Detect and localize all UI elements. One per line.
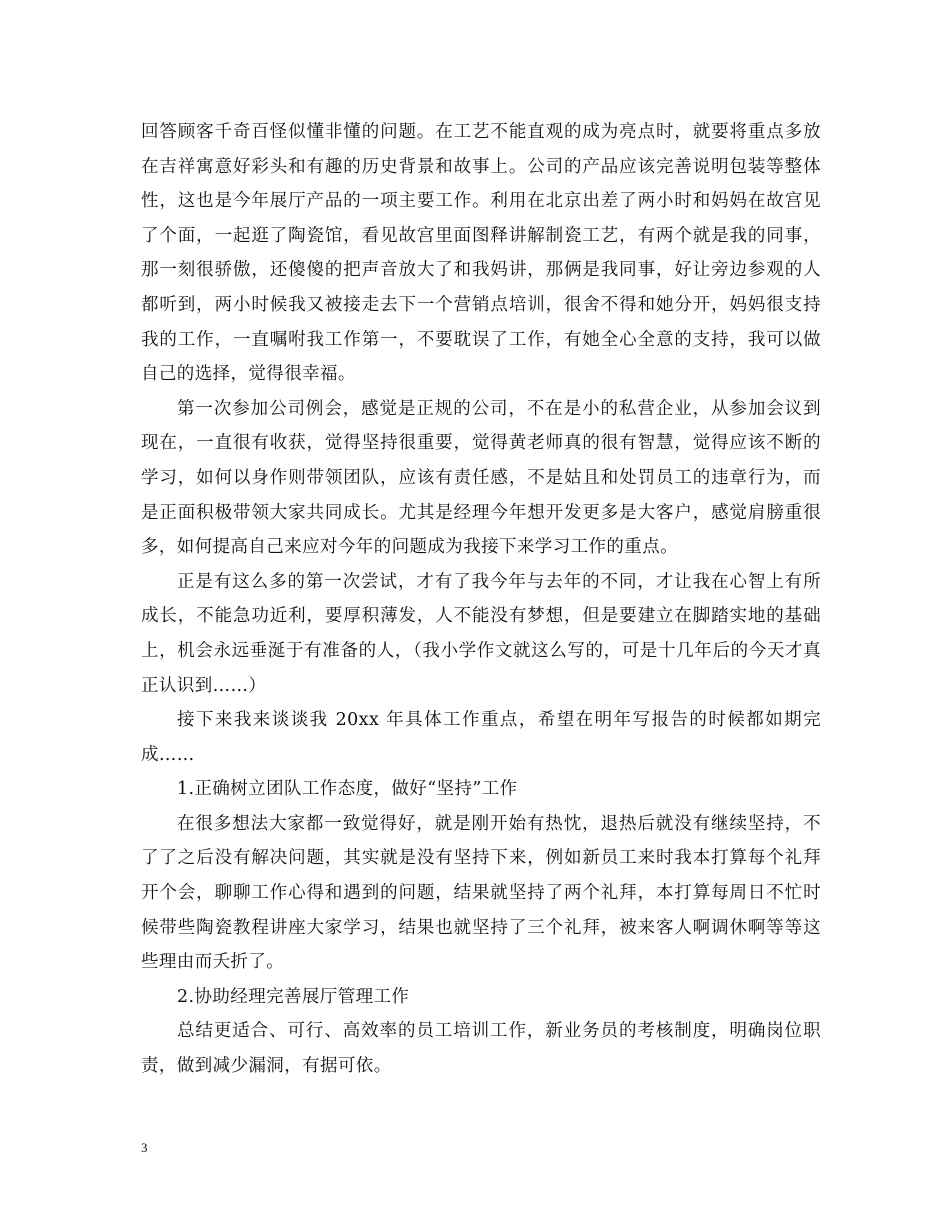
heading-item-2: 2.协助经理完善展厅管理工作 [177,986,410,1007]
paragraph-company-meeting: 第一次参加公司例会，感觉是正规的公司，不在是小的私营企业，从参加会议到现在，一直很有收获，觉得坚持很重要，觉得黄老师真的很有智慧，觉得应该不断的学习，如何以身作则带领团队，应该有责任感，不是姑且和处罚员工的违章行为，而是正面积极带领大家共同成长。尤其是经理今年想开发更多是大客户，感觉肩膀重很多，如何提高自己来应对今年的问题成为我接下来学习工作的重点。 [141,398,821,558]
paragraph-item-1-body: 在很多想法大家都一致觉得好，就是刚开始有热忱，退热后就没有继续坚持，不了了之后没有解决问题，其实就是没有坚持下来，例如新员工来时我本打算每个礼拜开个会，聊聊工作心得和遇到的问题，结果就坚持了两个礼拜，本打算每周日不忙时候带些陶瓷教程讲座大家学习，结果也就坚持了三个礼拜，被来客人啊调休啊等等这些理由而夭折了。 [141,813,821,973]
paragraph-work-focus-intro: 接下来我来谈谈我 20xx 年具体工作重点，希望在明年写报告的时候都如期完成…… [141,710,821,765]
heading-item-1: 1.正确树立团队工作态度，做好“坚持”工作 [177,779,518,800]
body-text [141,115,821,1084]
page-number: 3 [141,1140,148,1155]
paragraph-item-2-body: 总结更适合、可行、高效率的员工培训工作，新业务员的考核制度，明确岗位职责，做到减少漏洞，有据可依。 [141,1021,821,1077]
paragraph-continuation: 回答顾客千奇百怪似懂非懂的问题。在工艺不能直观的成为亮点时，就要将重点多放在吉祥寓意好彩头和有趣的历史背景和故事上。公司的产品应该完善说明包装等整体性，这也是今年展厅产品的一项主要工作。利用在北京出差了两小时和妈妈在故宫见了个面，一起逛了陶瓷馆，看见故宫里面图释讲解制瓷工艺，有两个就是我的同事，那一刻很骄傲，还傻傻的把声音放大了和我妈讲，那俩是我同事，好让旁边参观的人都听到，两小时候我又被接走去下一个营销点培训，很舍不得和她分开，妈妈很支持我的工作，一直嘱咐我工作第一，不要耽误了工作，有她全心全意的支持，我可以做自己的选择，觉得很幸福。 [141,122,821,385]
paragraph-first-attempts: 正是有这么多的第一次尝试，才有了我今年与去年的不同，才让我在心智上有所成长，不能急功近利，要厚积薄发，人不能没有梦想，但是要建立在脚踏实地的基础上，机会永远垂涎于有准备的人，（我小学作文就这么写的，可是十几年后的今天才真正认识到……） [141,571,821,696]
